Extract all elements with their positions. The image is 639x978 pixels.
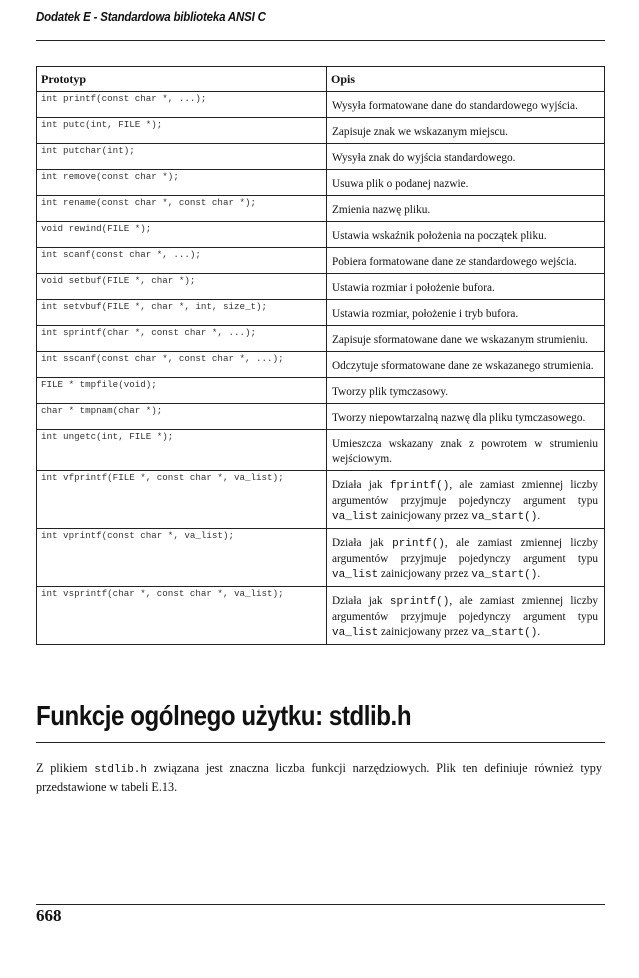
text-run: Wysyła formatowane dane do standardowego wyjścia. [332, 100, 578, 112]
inline-code: va_list [332, 627, 379, 639]
description-cell [327, 118, 605, 144]
page-number: 668 [36, 906, 62, 925]
inline-code: va_start() [471, 511, 538, 523]
table-row [37, 144, 605, 170]
prototype-cell: int vfprintf(FILE *, const char *, va_list); [37, 471, 327, 529]
inline-code: va_start() [471, 569, 538, 581]
table-row [37, 352, 605, 378]
table-header-row [37, 67, 605, 92]
inline-code: printf() [392, 538, 445, 550]
description-cell [327, 378, 605, 404]
table-row [37, 248, 605, 274]
text-run: Zapisuje znak we wskazanym miejscu. [332, 126, 508, 138]
description-cell [327, 529, 605, 587]
description-cell [327, 222, 605, 248]
function-table [36, 66, 605, 645]
table-row [37, 430, 605, 471]
prototype-cell: int printf(const char *, ...); [37, 92, 327, 118]
description-cell [327, 430, 605, 471]
description-cell [327, 274, 605, 300]
description-cell [327, 352, 605, 378]
text-run: . [537, 568, 541, 580]
description-cell [327, 144, 605, 170]
running-head: Dodatek E - Standardowa biblioteka ANSI C [36, 10, 266, 24]
header-rule [36, 40, 605, 41]
table-row [37, 170, 605, 196]
table-row [37, 300, 605, 326]
description-cell [327, 471, 605, 529]
text-run: Tworzy niepowtarzalną nazwę dla pliku tymczasowego. [332, 412, 586, 424]
text-run: zainicjowany przez [378, 510, 472, 522]
inline-code: va_list [332, 511, 379, 523]
text-run: zainicjowany przez [378, 626, 472, 638]
column-header-prototype: Prototyp [37, 67, 327, 92]
text-run: zainicjowany przez [378, 568, 472, 580]
description-cell [327, 248, 605, 274]
column-header-description: Opis [327, 67, 605, 92]
text-run: Usuwa plik o podanej nazwie. [332, 178, 469, 190]
section-paragraph [36, 760, 602, 796]
text-run: Pobiera formatowane dane ze standardowego wejścia. [332, 256, 577, 268]
text-run: Działa jak [332, 537, 393, 549]
prototype-cell: int remove(const char *); [37, 170, 327, 196]
prototype-cell: int setvbuf(FILE *, char *, int, size_t); [37, 300, 327, 326]
text-run: Z plikiem [36, 761, 95, 775]
table-row [37, 92, 605, 118]
table-row [37, 196, 605, 222]
prototype-cell: int sprintf(char *, const char *, ...); [37, 326, 327, 352]
inline-code: va_list [332, 569, 379, 581]
text-run: Umieszcza wskazany znak z powrotem w strumieniu wejściowym. [332, 438, 598, 465]
prototype-cell: int putc(int, FILE *); [37, 118, 327, 144]
text-run: związana jest znaczna liczba funkcji narzędziowych. Plik ten definiuje również typy przedstawione w tabeli E.13. [36, 761, 602, 794]
table-row [37, 326, 605, 352]
prototype-cell: char * tmpnam(char *); [37, 404, 327, 430]
table-row [37, 587, 605, 645]
text-run: , ale zamiast zmiennej liczby argumentów przyjmuje pojedynczy argument typu [332, 595, 599, 623]
table-row [37, 529, 605, 587]
table-row [37, 222, 605, 248]
description-cell [327, 300, 605, 326]
text-run: Zmienia nazwę pliku. [332, 204, 431, 216]
description-cell [327, 92, 605, 118]
table-row [37, 274, 605, 300]
text-run: Wysyła znak do wyjścia standardowego. [332, 152, 516, 164]
text-run: Zapisuje sformatowane dane we wskazanym strumieniu. [332, 334, 588, 346]
inline-code: va_start() [471, 627, 538, 639]
table-row [37, 471, 605, 529]
prototype-cell: void rewind(FILE *); [37, 222, 327, 248]
prototype-cell: void setbuf(FILE *, char *); [37, 274, 327, 300]
prototype-cell: int sscanf(const char *, const char *, ...); [37, 352, 327, 378]
description-cell [327, 170, 605, 196]
text-run: . [537, 626, 541, 638]
prototype-cell: FILE * tmpfile(void); [37, 378, 327, 404]
text-run: Odczytuje sformatowane dane ze wskazanego strumienia. [332, 360, 594, 372]
inline-code: fprintf() [389, 480, 450, 492]
text-run: . [537, 510, 541, 522]
text-run: Tworzy plik tymczasowy. [332, 386, 449, 398]
table-row [37, 118, 605, 144]
inline-code: sprintf() [389, 596, 450, 608]
text-run: , ale zamiast zmiennej liczby argumentów przyjmuje pojedynczy argument typu [332, 537, 599, 565]
prototype-cell: int vprintf(const char *, va_list); [37, 529, 327, 587]
table-row [37, 378, 605, 404]
text-run: Ustawia wskaźnik położenia na początek pliku. [332, 230, 547, 242]
text-run: Ustawia rozmiar, położenie i tryb bufora. [332, 308, 519, 320]
text-run: Ustawia rozmiar i położenie bufora. [332, 282, 495, 294]
section-title: Funkcje ogólnego użytku: stdlib.h [36, 700, 412, 731]
prototype-cell: int rename(const char *, const char *); [37, 196, 327, 222]
inline-code: stdlib.h [94, 764, 148, 776]
prototype-cell: int ungetc(int, FILE *); [37, 430, 327, 471]
prototype-cell: int scanf(const char *, ...); [37, 248, 327, 274]
description-cell [327, 404, 605, 430]
section-rule [36, 742, 605, 743]
text-run: Działa jak [332, 595, 390, 607]
text-run: Działa jak [332, 479, 390, 491]
table-row [37, 404, 605, 430]
description-cell [327, 326, 605, 352]
prototype-cell: int putchar(int); [37, 144, 327, 170]
footer-rule [36, 904, 605, 905]
description-cell [327, 196, 605, 222]
description-cell [327, 587, 605, 645]
prototype-cell: int vsprintf(char *, const char *, va_list); [37, 587, 327, 645]
text-run: , ale zamiast zmiennej liczby argumentów przyjmuje pojedynczy argument typu [332, 479, 599, 507]
